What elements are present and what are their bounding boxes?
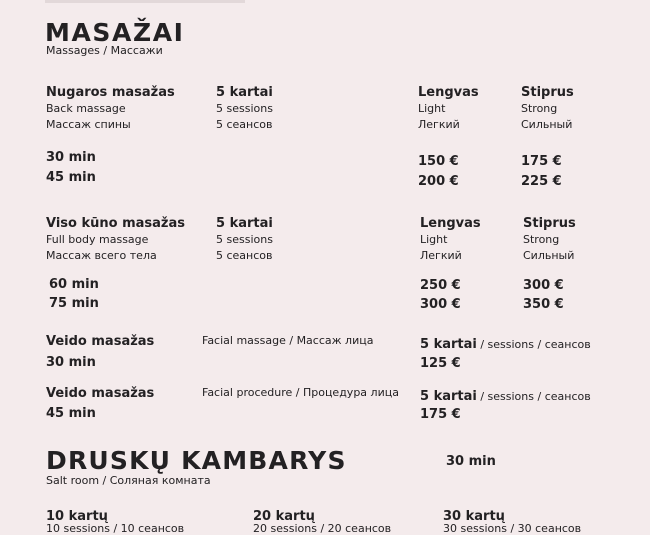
facial-45-pack-suffix: / sessions / сеансов bbox=[476, 390, 591, 403]
facial-45-desc: Facial procedure / Процедура лица bbox=[202, 386, 399, 399]
back-duration-2: 45 min bbox=[46, 170, 96, 185]
salt-pack-20-sub: 20 sessions / 20 сеансов bbox=[253, 522, 392, 535]
top-divider bbox=[45, 0, 245, 3]
facial-45-duration: 45 min bbox=[46, 406, 96, 421]
facial-45-pack bbox=[420, 387, 591, 403]
back-duration-1: 30 min bbox=[46, 150, 96, 165]
facial-30-pack bbox=[420, 335, 591, 351]
full-strong-en: Strong bbox=[523, 233, 560, 246]
salt-duration: 30 min bbox=[446, 454, 496, 469]
facial-45-price: 175 € bbox=[420, 407, 461, 422]
full-strong-label: Stiprus bbox=[523, 216, 576, 231]
back-light-ru: Легкий bbox=[418, 118, 460, 131]
facial-30-price: 125 € bbox=[420, 356, 461, 371]
facial-30-pack-label: 5 kartai bbox=[420, 337, 477, 352]
full-strong-price-1: 300 € bbox=[523, 278, 564, 293]
facial-45-pack-label: 5 kartai bbox=[420, 389, 477, 404]
full-pack-label: 5 kartai bbox=[216, 216, 273, 231]
back-light-label: Lengvas bbox=[418, 85, 479, 100]
full-light-ru: Легкий bbox=[420, 249, 462, 262]
full-light-label: Lengvas bbox=[420, 216, 481, 231]
back-massage-name-en: Back massage bbox=[46, 102, 126, 115]
full-strong-ru: Сильный bbox=[523, 249, 575, 262]
salt-pack-30-sub: 30 sessions / 30 сеансов bbox=[443, 522, 582, 535]
salt-pack-10-sub: 10 sessions / 10 сеансов bbox=[46, 522, 185, 535]
full-massage-name: Viso kūno masažas bbox=[46, 216, 186, 231]
full-massage-name-ru: Массаж всего тела bbox=[46, 249, 157, 262]
full-duration-2: 75 min bbox=[49, 296, 99, 311]
back-massage-name: Nugaros masažas bbox=[46, 85, 175, 100]
back-light-en: Light bbox=[418, 102, 446, 115]
facial-30-name: Veido masažas bbox=[46, 334, 155, 349]
salt-pack-10-label: 10 kartų bbox=[46, 509, 108, 524]
salt-pack-30-label: 30 kartų bbox=[443, 509, 505, 524]
full-pack-en: 5 sessions bbox=[216, 233, 273, 246]
back-strong-price-2: 225 € bbox=[521, 174, 562, 189]
back-strong-label: Stiprus bbox=[521, 85, 574, 100]
full-massage-name-en: Full body massage bbox=[46, 233, 149, 246]
salt-pack-20-label: 20 kartų bbox=[253, 509, 315, 524]
back-light-price-2: 200 € bbox=[418, 174, 459, 189]
full-duration-1: 60 min bbox=[49, 277, 99, 292]
back-pack-ru: 5 сеансов bbox=[216, 118, 273, 131]
back-pack-en: 5 sessions bbox=[216, 102, 273, 115]
salt-title: DRUSKŲ KAMBARYS bbox=[46, 446, 347, 475]
facial-30-pack-suffix: / sessions / сеансов bbox=[476, 338, 591, 351]
back-strong-ru: Сильный bbox=[521, 118, 573, 131]
full-light-price-2: 300 € bbox=[420, 297, 461, 312]
back-strong-en: Strong bbox=[521, 102, 558, 115]
back-light-price-1: 150 € bbox=[418, 154, 459, 169]
full-strong-price-2: 350 € bbox=[523, 297, 564, 312]
salt-subtitle: Salt room / Соляная комната bbox=[46, 474, 211, 487]
facial-45-name: Veido masažas bbox=[46, 386, 155, 401]
facial-30-duration: 30 min bbox=[46, 355, 96, 370]
facial-30-desc: Facial massage / Массаж лица bbox=[202, 334, 374, 347]
back-pack-label: 5 kartai bbox=[216, 85, 273, 100]
massages-subtitle: Massages / Массажи bbox=[46, 44, 163, 57]
full-pack-ru: 5 сеансов bbox=[216, 249, 273, 262]
full-light-price-1: 250 € bbox=[420, 278, 461, 293]
back-strong-price-1: 175 € bbox=[521, 154, 562, 169]
back-massage-name-ru: Массаж спины bbox=[46, 118, 131, 131]
massages-title: MASAŽAI bbox=[45, 18, 185, 47]
full-light-en: Light bbox=[420, 233, 448, 246]
